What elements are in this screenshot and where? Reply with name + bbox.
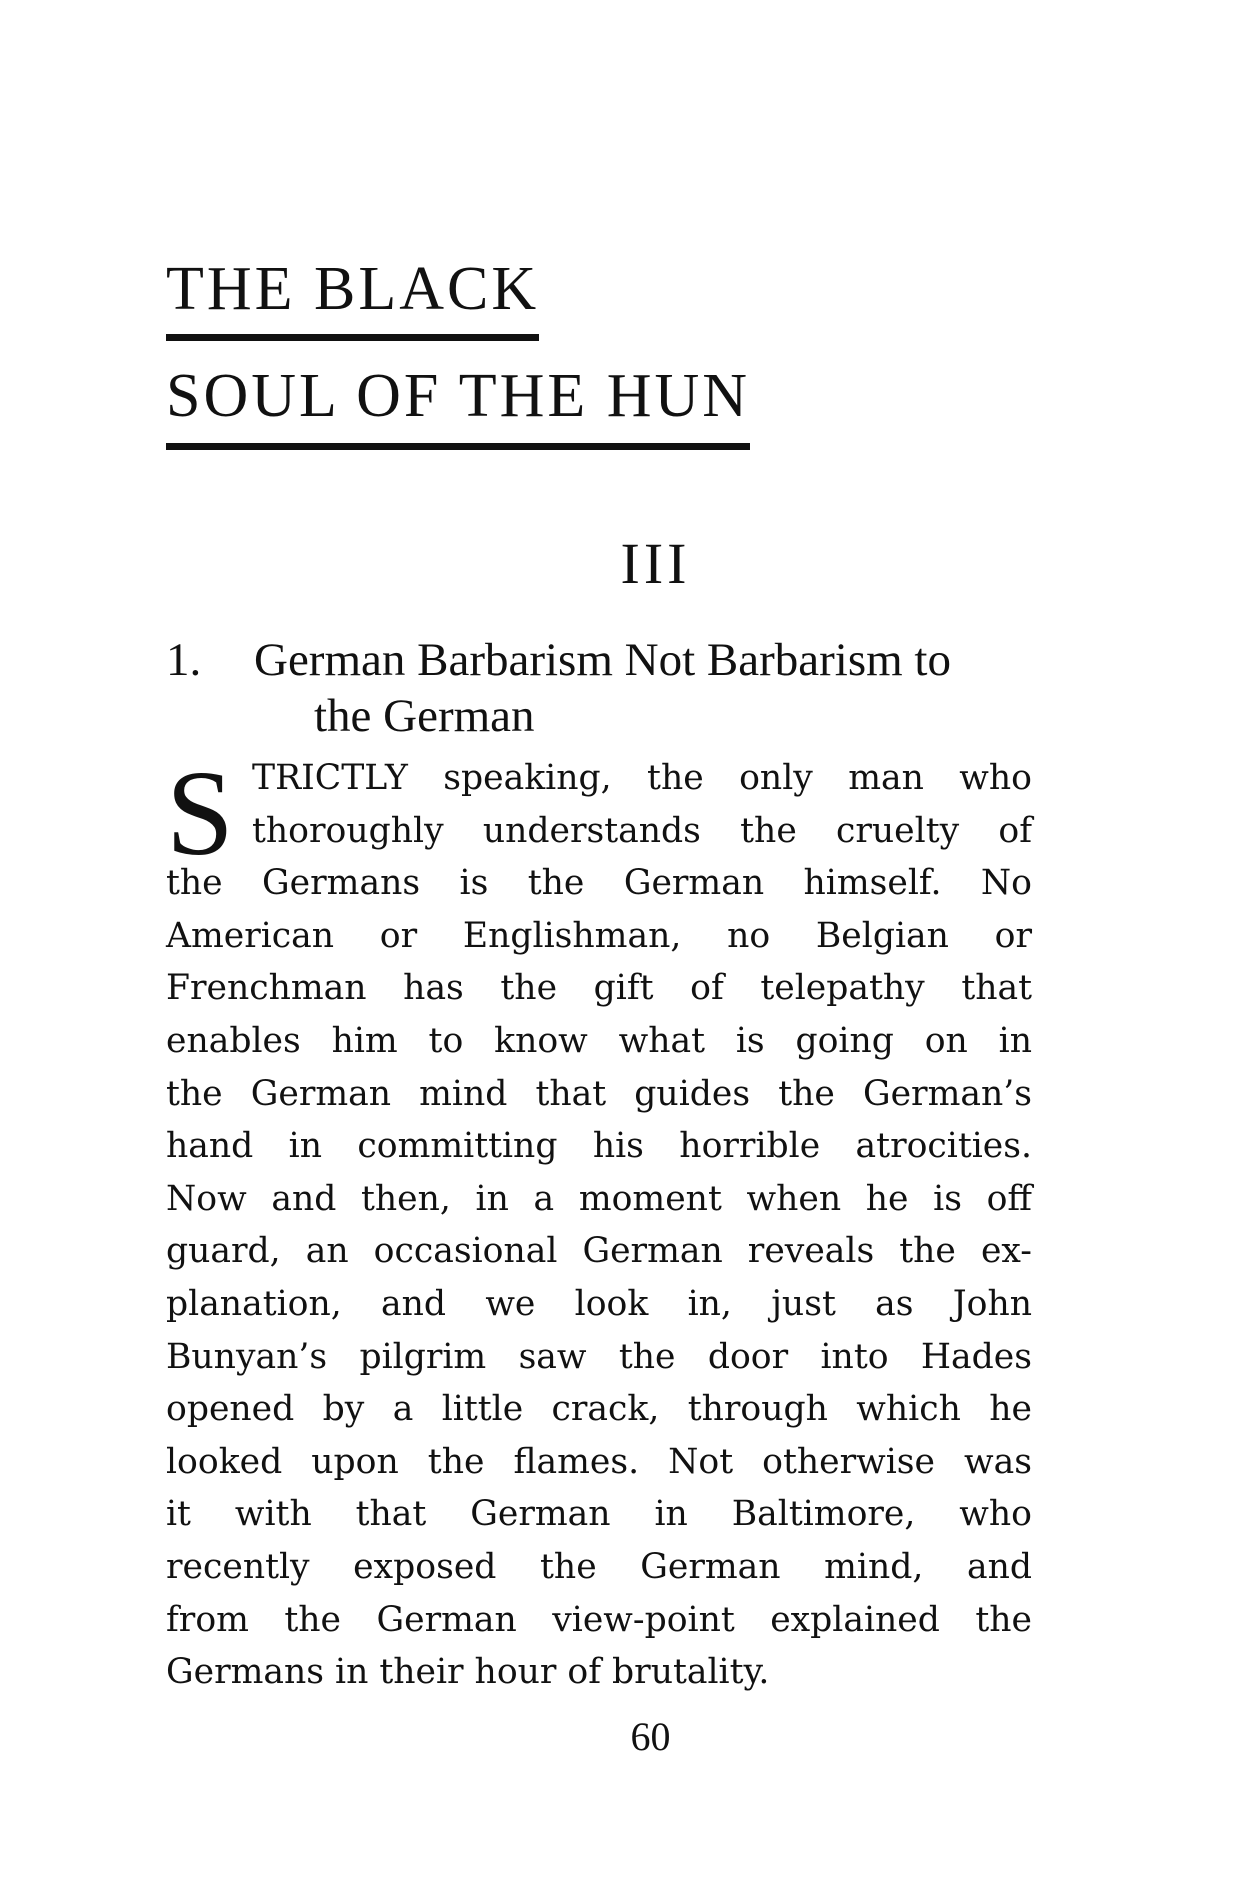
section-title-line-1: German Barbarism Not Barbarism to [254, 634, 951, 686]
body-line: thoroughly understands the cruelty of [252, 810, 1032, 851]
body-line: guard, an occasional German reveals the ex- [166, 1231, 1032, 1272]
header-title-line-2: SOUL OF THE HUN [166, 365, 750, 450]
page-number: 60 [630, 1714, 671, 1759]
body-line: American or Englishman, no Belgian or [166, 915, 1032, 956]
section-title-line-2: the German [314, 690, 535, 742]
body-line: the German mind that guides the German’s [166, 1073, 1032, 1114]
body-line: planation, and we look in, just as John [166, 1283, 1032, 1324]
body-line: recently exposed the German mind, and [166, 1546, 1032, 1587]
drop-cap: S [166, 746, 234, 881]
body-line: Bunyan’s pilgrim saw the door into Hades [166, 1336, 1032, 1377]
body-paragraph [166, 746, 1032, 1699]
body-line: looked upon the flames. Not otherwise was [166, 1441, 1032, 1482]
section-number: 1. [166, 634, 202, 686]
chapter-number: III [620, 531, 691, 596]
body-line: opened by a little crack, through which he [166, 1389, 1032, 1430]
body-line: it with that German in Baltimore, who [166, 1494, 1032, 1535]
body-line: enables him to know what is going on in [166, 1020, 1032, 1061]
body-line: from the German view-point explained the [166, 1599, 1032, 1640]
section-heading [166, 632, 1046, 744]
header-title-line-1: THE BLACK [166, 258, 539, 341]
body-line: the Germans is the German himself. No [166, 863, 1032, 904]
body-line: TRICTLY speaking, the only man who [252, 758, 1032, 798]
body-line: Germans in their hour of brutality. [166, 1652, 770, 1693]
body-line: Now and then, in a moment when he is off [166, 1178, 1032, 1219]
body-line: hand in committing his horrible atrocities. [166, 1126, 1032, 1167]
body-line: Frenchman has the gift of telepathy that [166, 968, 1032, 1009]
running-header [166, 255, 751, 450]
